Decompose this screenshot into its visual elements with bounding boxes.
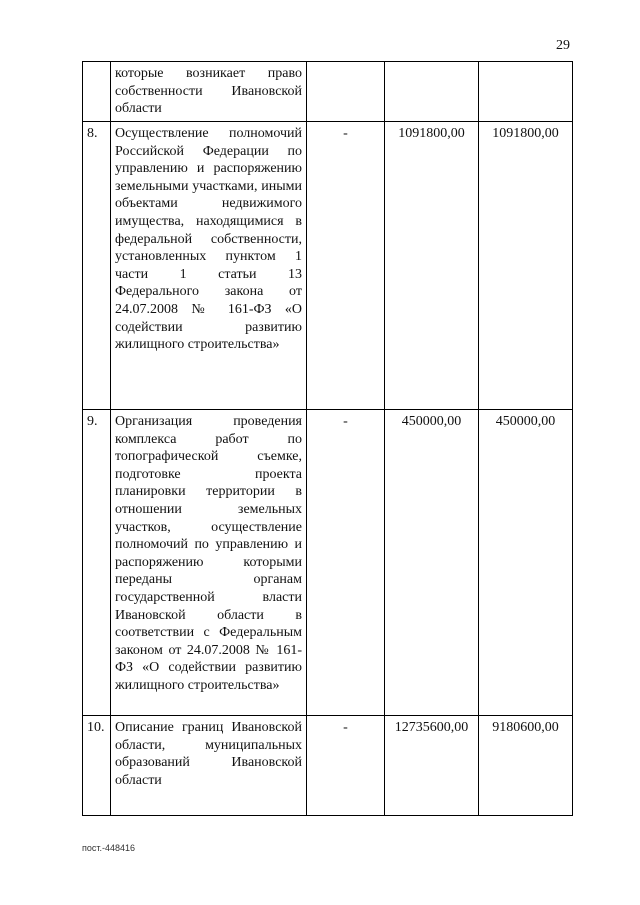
row-col-b: 12735600,00 [385, 716, 479, 816]
page-number: 29 [556, 38, 570, 53]
row-col-b: 1091800,00 [385, 122, 479, 410]
row-col-c: 1091800,00 [479, 122, 573, 410]
row-col-c [479, 62, 573, 122]
row-col-b: 450000,00 [385, 410, 479, 716]
row-col-c: 450000,00 [479, 410, 573, 716]
row-number [83, 62, 111, 122]
row-description: Осуществление полномочий Российской Федерации по управлению и распоряжению земельными участками, иными объектами недвижимого имущества, находящимися в федеральной собственности, установленных пунктом 1 части 1 статьи 13 Федерального закона от 24.07.2008 № 161-ФЗ «О содействии развитию жилищного строительства» [111, 122, 307, 410]
row-number: 8. [83, 122, 111, 410]
table-row [83, 122, 573, 410]
table-row [83, 716, 573, 816]
row-description: Организация проведения комплекса работ по топографической съемке, подготовке проекта планировки территории в отношении земельных участков, осуществление полномочий по управлению и распоряжению которыми переданы органам государственной власти Ивановской области в соответствии с Федеральным законом от 24.07.2008 № 161-ФЗ «О содействии развитию жилищного строительства» [111, 410, 307, 716]
row-col-a: - [307, 410, 385, 716]
row-number: 10. [83, 716, 111, 816]
row-col-a: - [307, 122, 385, 410]
document-code: пост.-448416 [82, 843, 136, 853]
row-description: Описание границ Ивановской области, муниципальных образований Ивановской области [111, 716, 307, 816]
budget-table [82, 61, 573, 816]
table-row [83, 410, 573, 716]
row-number: 9. [83, 410, 111, 716]
row-col-c: 9180600,00 [479, 716, 573, 816]
row-col-b [385, 62, 479, 122]
table-row [83, 62, 573, 122]
row-col-a: - [307, 716, 385, 816]
row-col-a [307, 62, 385, 122]
row-description: которые возникает право собственности Ивановской области [111, 62, 307, 122]
